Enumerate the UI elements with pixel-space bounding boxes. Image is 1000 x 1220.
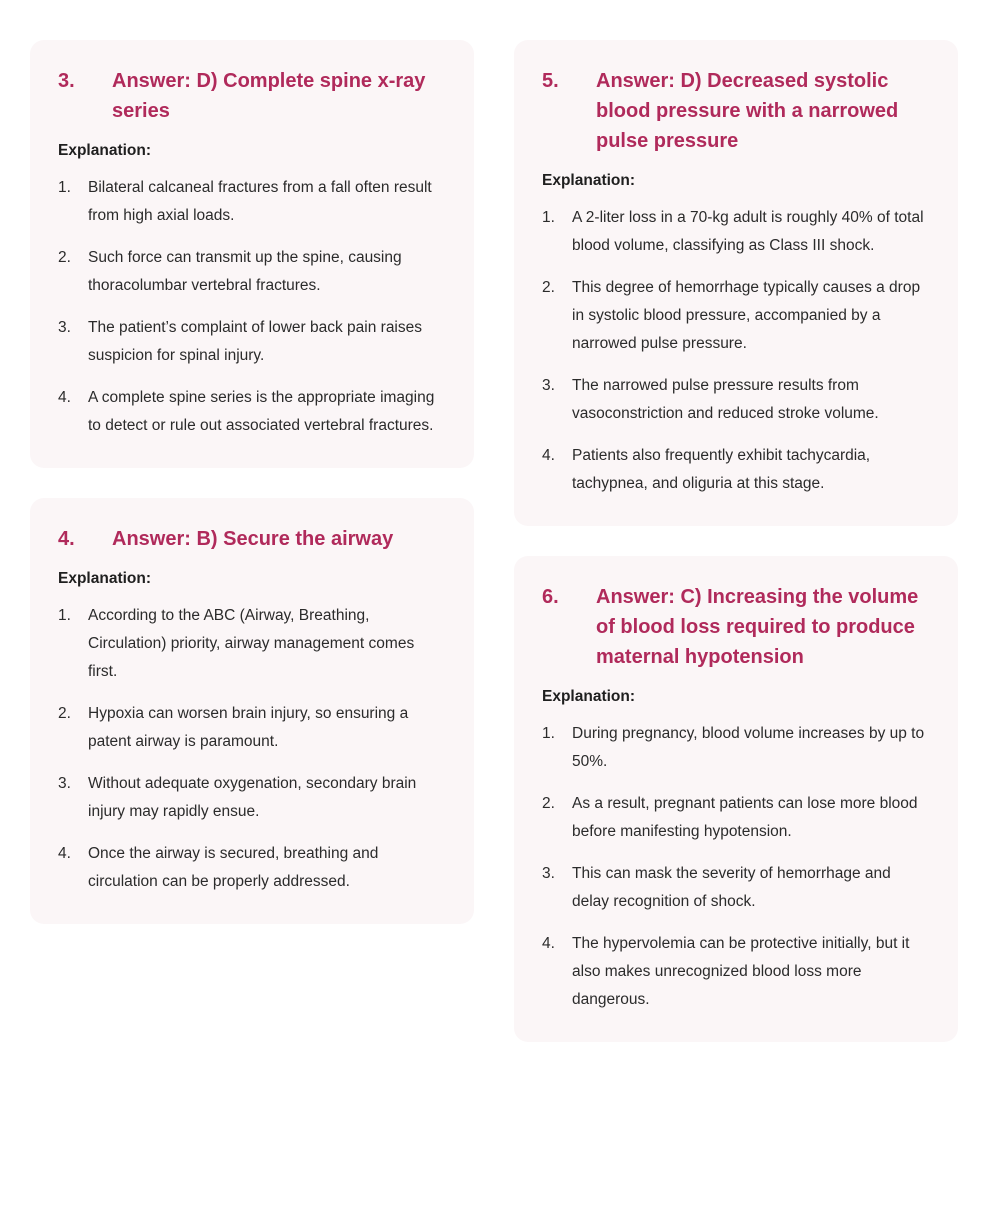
list-item-text: Once the airway is secured, breathing and circulation can be properly addressed. — [88, 845, 379, 890]
list-item — [58, 602, 446, 686]
explanation-label: Explanation: — [542, 172, 636, 189]
answer-card — [30, 498, 474, 924]
list-item — [58, 314, 446, 370]
left-column — [30, 40, 474, 924]
answer-card — [514, 40, 958, 526]
list-marker: 1. — [58, 607, 71, 624]
explanation-list — [542, 720, 930, 1014]
list-item-text: A 2-liter loss in a 70-kg adult is roughly 40% of total blood volume, classifying as Class III shock. — [572, 209, 924, 254]
question-number: 4. — [58, 528, 75, 550]
list-marker: 2. — [542, 279, 555, 296]
list-marker: 3. — [542, 865, 555, 882]
list-marker: 2. — [58, 249, 71, 266]
answer-title: Answer: D) Complete spine x-ray series — [112, 70, 426, 122]
list-marker: 4. — [542, 935, 555, 952]
explanation-label: Explanation: — [542, 688, 636, 705]
answer-card-header — [58, 66, 446, 126]
right-column — [514, 40, 958, 1042]
question-number: 3. — [58, 70, 75, 92]
list-item-text: During pregnancy, blood volume increases by up to 50%. — [572, 725, 925, 770]
list-item-text: This can mask the severity of hemorrhage and delay recognition of shock. — [572, 865, 891, 910]
answer-card-header — [58, 524, 446, 554]
answer-card-header — [542, 582, 930, 672]
list-item — [542, 860, 930, 916]
list-item-text: Hypoxia can worsen brain injury, so ensuring a patent airway is paramount. — [88, 705, 409, 750]
list-item — [542, 720, 930, 776]
list-marker: 3. — [542, 377, 555, 394]
question-number: 5. — [542, 70, 559, 92]
list-item — [58, 174, 446, 230]
list-marker: 4. — [58, 845, 71, 862]
answer-card — [30, 40, 474, 468]
list-item-text: The patient’s complaint of lower back pain raises suspicion for spinal injury. — [88, 319, 422, 364]
answer-title: Answer: C) Increasing the volume of blood loss required to produce maternal hypotension — [596, 586, 919, 668]
list-marker: 4. — [58, 389, 71, 406]
list-item — [58, 384, 446, 440]
explanation-list — [542, 204, 930, 498]
list-marker: 1. — [542, 725, 555, 742]
list-item-text: According to the ABC (Airway, Breathing, Circulation) priority, airway management comes first. — [88, 607, 415, 680]
list-item-text: Patients also frequently exhibit tachycardia, tachypnea, and oliguria at this stage. — [572, 447, 871, 492]
explanation-label: Explanation: — [58, 570, 152, 587]
list-item — [542, 274, 930, 358]
list-marker: 1. — [58, 179, 71, 196]
list-item-text: This degree of hemorrhage typically causes a drop in systolic blood pressure, accompanied by a narrowed pulse pressure. — [572, 279, 921, 352]
answer-title: Answer: D) Decreased systolic blood pressure with a narrowed pulse pressure — [596, 70, 899, 152]
list-marker: 1. — [542, 209, 555, 226]
list-marker: 2. — [542, 795, 555, 812]
list-item — [58, 840, 446, 896]
list-item — [542, 930, 930, 1014]
list-item-text: The hypervolemia can be protective initially, but it also makes unrecognized blood loss more dangerous. — [572, 935, 910, 1008]
list-item-text: The narrowed pulse pressure results from vasoconstriction and reduced stroke volume. — [572, 377, 879, 422]
list-item — [58, 770, 446, 826]
list-marker: 3. — [58, 319, 71, 336]
list-item — [58, 244, 446, 300]
list-item-text: Without adequate oxygenation, secondary brain injury may rapidly ensue. — [88, 775, 417, 820]
list-item-text: Such force can transmit up the spine, causing thoracolumbar vertebral fractures. — [88, 249, 402, 294]
answer-card-header — [542, 66, 930, 156]
list-item — [542, 442, 930, 498]
list-marker: 2. — [58, 705, 71, 722]
explanation-label: Explanation: — [58, 142, 152, 159]
list-item-text: Bilateral calcaneal fractures from a fall often result from high axial loads. — [88, 179, 432, 224]
list-item — [58, 700, 446, 756]
list-marker: 3. — [58, 775, 71, 792]
list-item-text: As a result, pregnant patients can lose more blood before manifesting hypotension. — [572, 795, 918, 840]
explanation-list — [58, 174, 446, 440]
answer-card — [514, 556, 958, 1042]
two-column-layout — [30, 40, 970, 1042]
list-item — [542, 372, 930, 428]
answer-title: Answer: B) Secure the airway — [112, 528, 394, 550]
list-item — [542, 204, 930, 260]
question-number: 6. — [542, 586, 559, 608]
explanation-list — [58, 602, 446, 896]
list-item — [542, 790, 930, 846]
list-marker: 4. — [542, 447, 555, 464]
list-item-text: A complete spine series is the appropriate imaging to detect or rule out associated vertebral fractures. — [88, 389, 435, 434]
